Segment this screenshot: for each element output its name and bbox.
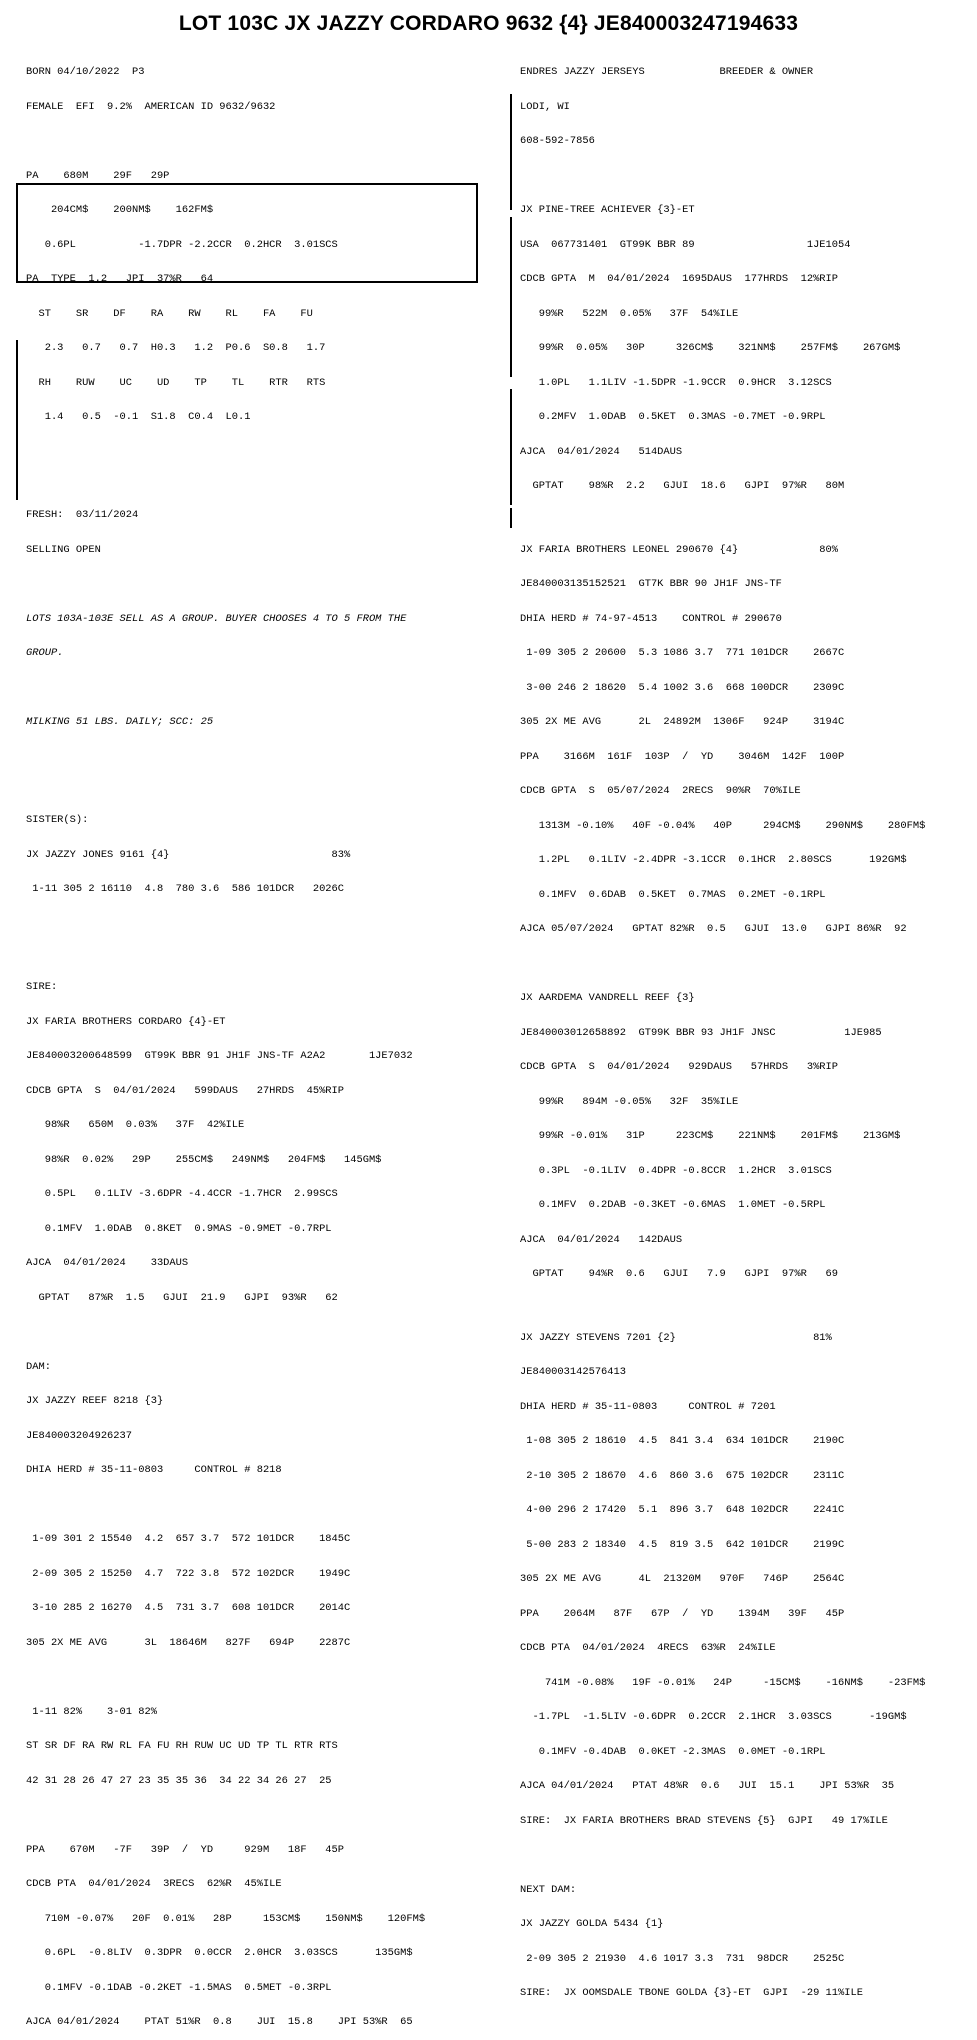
stevens-proof-line: -1.7PL -1.5LIV -0.6DPR 0.2CCR 2.1HCR 3.03SCS -19GM$ [520,1711,907,1723]
born-line: BORN 04/10/2022 P3 [26,66,145,78]
dam-lactation-line: 1-09 301 2 15540 4.2 657 3.7 572 101DCR 1845C [26,1533,351,1545]
sire-line: AJCA 04/01/2024 33DAUS [26,1257,189,1269]
vandrell-line: 99%R -0.01% 31P 223CM$ 221NM$ 201FM$ 213GM$ [520,1130,901,1142]
sire-line: JE840003200648599 GT99K BBR 91 JH1F JNS-TF A2A2 1JE7032 [26,1050,413,1062]
pa-type-line: ST SR DF RA RW RL FA FU [26,307,313,320]
dam-proof-line: CDCB PTA 04/01/2024 3RECS 62%R 45%ILE [26,1878,282,1890]
pa-line: 204CM$ 200NM$ 162FM$ [26,204,214,216]
next-dam-line: JX JAZZY GOLDA 5434 {1} [520,1918,664,1930]
vandrell-line: JX AARDEMA VANDRELL REEF {3} [520,992,695,1004]
sire-heading: SIRE: [26,981,58,993]
dam-type-line: 42 31 28 26 47 27 23 35 35 36 34 22 34 26 27 25 [26,1774,332,1787]
pine-tree-line: 1.0PL 1.1LIV -1.5DPR -1.9CCR 0.9HCR 3.12SCS [520,376,832,389]
dam-proof-line: 0.1MFV -0.1DAB -0.2KET -1.5MAS 0.5MET -0.3RPL [26,1981,332,1994]
vandrell-line: 99%R 894M -0.05% 32F 35%ILE [520,1095,739,1108]
left-column [26,44,491,2040]
stevens-lactation-line: 5-00 283 2 18340 4.5 819 3.5 642 101DCR 2199C [520,1538,845,1551]
dam-type-line: ST SR DF RA RW RL FA FU RH RUW UC UD TP TL RTR RTS [26,1740,338,1752]
vandrell-line: 0.1MFV 0.2DAB -0.3KET -0.6MAS 1.0MET -0.5RPL [520,1199,826,1211]
next-dam-line: 2-09 305 2 21930 4.6 1017 3.3 731 98DCR 2525C [520,1952,845,1965]
sire-line: CDCB GPTA S 04/01/2024 599DAUS 27HRDS 45%RIP [26,1084,345,1097]
vandrell-line: CDCB GPTA S 04/01/2024 929DAUS 57HRDS 3%RIP [520,1061,839,1073]
leonel-line: 305 2X ME AVG 2L 24892M 1306F 924P 3194C [520,716,845,728]
pa-type-line: PA TYPE 1.2 JPI 37%R 64 [26,273,214,285]
group-note: GROUP. [26,647,64,659]
dam-lactation-line: 2-09 305 2 15250 4.7 722 3.8 572 102DCR 1949C [26,1567,351,1580]
vandrell-line: GPTAT 94%R 0.6 GJUI 7.9 GJPI 97%R 69 [520,1268,839,1280]
pa-line: 0.6PL -1.7DPR -2.2CCR 0.2HCR 3.01SCS [26,238,338,251]
dam-line: JE840003204926237 [26,1429,133,1442]
stevens-proof-line: AJCA 04/01/2024 PTAT 48%R 0.6 JUI 15.1 JPI 53%R 35 [520,1780,895,1792]
stevens-line: JX JAZZY STEVENS 7201 {2} 81% [520,1331,832,1344]
dam-lactation-line: 3-10 285 2 16270 4.5 731 3.7 608 101DCR 2014C [26,1602,351,1614]
pa-type-line: RH RUW UC UD TP TL RTR RTS [26,376,326,389]
leonel-line: PPA 3166M 161F 103P / YD 3046M 142F 100P [520,750,845,763]
sire-line: JX FARIA BROTHERS CORDARO {4}-ET [26,1015,226,1028]
stevens-line: JE840003142576413 [520,1366,627,1378]
leonel-line: JE840003135152521 GT7K BBR 90 JH1F JNS-TF [520,578,782,590]
stevens-bar [510,508,512,528]
stevens-lactation-line: 305 2X ME AVG 4L 21320M 970F 746P 2564C [520,1573,845,1585]
pine-tree-line: 0.2MFV 1.0DAB 0.5KET 0.3MAS -0.7MET -0.9RPL [520,411,826,423]
group-note: LOTS 103A-103E SELL AS A GROUP. BUYER CHOOSES 4 TO 5 FROM THE [26,612,407,625]
leonel-line: JX FARIA BROTHERS LEONEL 290670 {4} 80% [520,543,839,556]
dam-proof-line: 0.6PL -0.8LIV 0.3DPR 0.0CCR 2.0HCR 3.03SCS 135GM$ [26,1947,413,1959]
leonel-line: AJCA 05/07/2024 GPTAT 82%R 0.5 GJUI 13.0 GJPI 86%R 92 [520,923,907,935]
leonel-line: 0.1MFV 0.6DAB 0.5KET 0.7MAS 0.2MET -0.1RPL [520,888,826,901]
fresh-date: FRESH: 03/11/2024 [26,509,139,521]
pine-tree-line: 99%R 0.05% 30P 326CM$ 321NM$ 257FM$ 267GM$ [520,342,901,354]
sire-line: GPTAT 87%R 1.5 GJUI 21.9 GJPI 93%R 62 [26,1291,338,1304]
sire-section-bar [16,340,18,500]
dam-line: JX JAZZY REEF 8218 {3} [26,1395,164,1407]
sire-line: 98%R 0.02% 29P 255CM$ 249NM$ 204FM$ 145GM$ [26,1153,382,1166]
leonel-line: 1313M -0.10% 40F -0.04% 40P 294CM$ 290NM$ 280FM$ [520,819,926,832]
female-line: FEMALE EFI 9.2% AMERICAN ID 9632/9632 [26,100,276,113]
vandrell-line: 0.3PL -0.1LIV 0.4DPR -0.8CCR 1.2HCR 3.01SCS [520,1164,832,1177]
stevens-sire-line: SIRE: JX FARIA BROTHERS BRAD STEVENS {5} GJPI 49 17%ILE [520,1814,888,1827]
dam-heading: DAM: [26,1360,51,1373]
next-dam-sire-line: SIRE: JX OOMSDALE TBONE GOLDA {3}-ET GJPI -29 11%ILE [520,1987,863,1999]
dam-lactation-line: 305 2X ME AVG 3L 18646M 827F 694P 2287C [26,1636,351,1649]
leonel-line: 1-09 305 2 20600 5.3 1086 3.7 771 101DCR 2667C [520,647,845,659]
breeder-location: LODI, WI [520,100,570,113]
sisters-heading: SISTER(S): [26,814,89,826]
sister-line: 1-11 305 2 16110 4.8 780 3.6 586 101DCR 2026C [26,883,345,895]
dam-proof-line: AJCA 04/01/2024 PTAT 51%R 0.8 JUI 15.8 JPI 53%R 65 [26,2016,413,2028]
stevens-line: DHIA HERD # 35-11-0803 CONTROL # 7201 [520,1400,776,1413]
pine-tree-line: JX PINE-TREE ACHIEVER {3}-ET [520,204,695,216]
sire-line: 98%R 650M 0.03% 37F 42%ILE [26,1119,245,1131]
right-column [520,44,960,2011]
stevens-proof-line: 0.1MFV -0.4DAB 0.0KET -2.3MAS 0.0MET -0.1RPL [520,1745,826,1758]
stevens-proof-line: PPA 2064M 87F 67P / YD 1394M 39F 45P [520,1607,845,1620]
next-dam-heading: NEXT DAM: [520,1883,577,1896]
stevens-proof-line: 741M -0.08% 19F -0.01% 24P -15CM$ -16NM$ -23FM$ [520,1676,926,1689]
dam-proof-line: 710M -0.07% 20F 0.01% 28P 153CM$ 150NM$ 120FM$ [26,1912,426,1925]
pa-type-line: 2.3 0.7 0.7 H0.3 1.2 P0.6 S0.8 1.7 [26,342,326,354]
lot-title: LOT 103C JX JAZZY CORDARO 9632 {4} JE840003247194633 [178,12,799,35]
milking-note: MILKING 51 LBS. DAILY; SCC: 25 [26,716,214,728]
stevens-proof-line: CDCB PTA 04/01/2024 4RECS 63%R 24%ILE [520,1642,776,1654]
sire-line: 0.1MFV 1.0DAB 0.8KET 0.9MAS -0.9MET -0.7RPL [26,1222,332,1235]
breeder-phone: 608-592-7856 [520,135,595,147]
sire-line: 0.5PL 0.1LIV -3.6DPR -4.4CCR -1.7HCR 2.99SCS [26,1188,338,1200]
stevens-lactation-line: 4-00 296 2 17420 5.1 896 3.7 648 102DCR 2241C [520,1504,845,1516]
breeder-line: ENDRES JAZZY JERSEYS BREEDER & OWNER [520,66,814,78]
vandrell-line: JE840003012658892 GT99K BBR 93 JH1F JNSC 1JE985 [520,1026,882,1039]
stevens-lactation-line: 2-10 305 2 18670 4.6 860 3.6 675 102DCR 2311C [520,1469,845,1482]
pa-type-line: 1.4 0.5 -0.1 S1.8 C0.4 L0.1 [26,411,251,423]
dam-classification-line: 1-11 82% 3-01 82% [26,1705,157,1718]
selling-status: SELLING OPEN [26,543,101,556]
vandrell-bar [510,389,512,505]
dam-line: DHIA HERD # 35-11-0803 CONTROL # 8218 [26,1464,282,1476]
leonel-bar [510,217,512,377]
pine-tree-bar [510,94,512,210]
leonel-line: 3-00 246 2 18620 5.4 1002 3.6 668 100DCR 2309C [520,681,845,694]
sister-line: JX JAZZY JONES 9161 {4} 83% [26,848,351,861]
leonel-line: 1.2PL 0.1LIV -2.4DPR -3.1CCR 0.1HCR 2.80SCS 192GM$ [520,854,907,866]
pine-tree-line: 99%R 522M 0.05% 37F 54%ILE [520,307,739,320]
pine-tree-line: GPTAT 98%R 2.2 GJUI 18.6 GJPI 97%R 80M [520,480,845,492]
pine-tree-line: AJCA 04/01/2024 514DAUS [520,445,683,458]
dam-proof-line: PPA 670M -7F 39P / YD 929M 18F 45P [26,1843,345,1856]
vandrell-line: AJCA 04/01/2024 142DAUS [520,1233,683,1246]
pa-line: PA 680M 29F 29P [26,169,170,182]
pine-tree-line: CDCB GPTA M 04/01/2024 1695DAUS 177HRDS 12%RIP [520,273,839,285]
stevens-lactation-line: 1-08 305 2 18610 4.5 841 3.4 634 101DCR 2190C [520,1435,845,1447]
leonel-line: CDCB GPTA S 05/07/2024 2RECS 90%R 70%ILE [520,785,801,797]
leonel-line: DHIA HERD # 74-97-4513 CONTROL # 290670 [520,612,782,625]
pine-tree-line: USA 067731401 GT99K BBR 89 1JE1054 [520,238,851,251]
